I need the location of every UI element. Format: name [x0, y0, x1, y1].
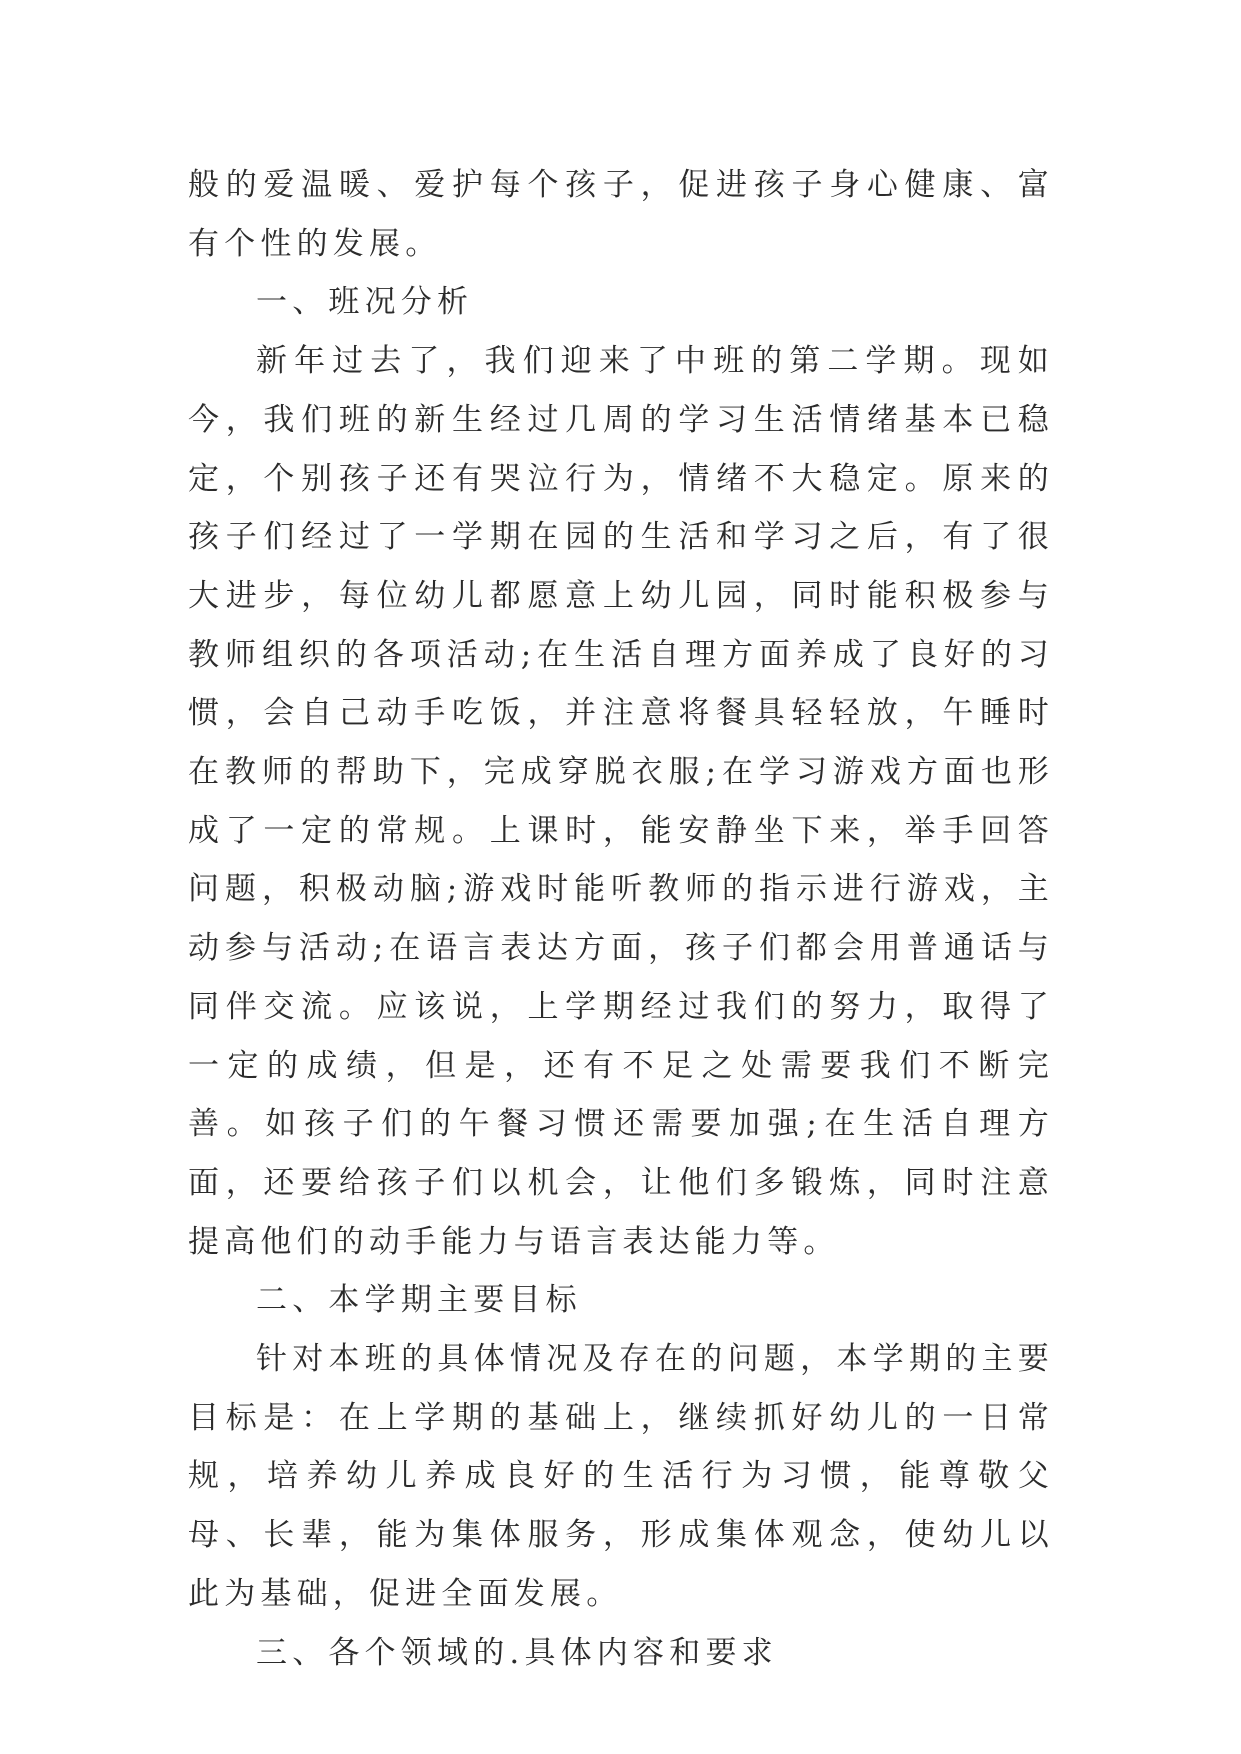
paragraph-class-analysis: 新年过去了，我们迎来了中班的第二学期。现如今，我们班的新生经过几周的学习生活情绪基本已稳定，个别孩子还有哭泣行为，情绪不大稳定。原来的孩子们经过了一学期在园的生活和学习之后，有了很大进步，每位幼儿都愿意上幼儿园，同时能积极参与教师组织的各项活动;在生活自理方面养成了良好的习惯，会自己动手吃饭，并注意将餐具轻轻放，午睡时在教师的帮助下，完成穿脱衣服;在学习游戏方面也形成了一定的常规。上课时，能安静坐下来，举手回答问题，积极动脑;游戏时能听教师的指示进行游戏，主动参与活动;在语言表达方面，孩子们都会用普通话与同伴交流。应该说，上学期经过我们的努力，取得了一定的成绩，但是，还有不足之处需要我们不断完善。如孩子们的午餐习惯还需要加强;在生活自理方面，还要给孩子们以机会，让他们多锻炼，同时注意提高他们的动手能力与语言表达能力等。 [188, 343, 1054, 1260]
section-heading-class-analysis: 一、班况分析 [256, 284, 474, 321]
section-heading-main-goals: 二、本学期主要目标 [256, 1282, 582, 1319]
section-heading-domains: 三、各个领域的.具体内容和要求 [256, 1634, 778, 1671]
paragraph-intro-continuation: 般的爱温暖、爱护每个孩子，促进孩子身心健康、富有个性的发展。 [188, 167, 1054, 262]
paragraph-main-goals: 针对本班的具体情况及存在的问题，本学期的主要目标是：在上学期的基础上，继续抓好幼儿的一日常规，培养幼儿养成良好的生活行为习惯，能尊敬父母、长辈，能为集体服务，形成集体观念，使幼儿以此为基础，促进全面发展。 [188, 1341, 1054, 1612]
document-body [188, 156, 1054, 1682]
